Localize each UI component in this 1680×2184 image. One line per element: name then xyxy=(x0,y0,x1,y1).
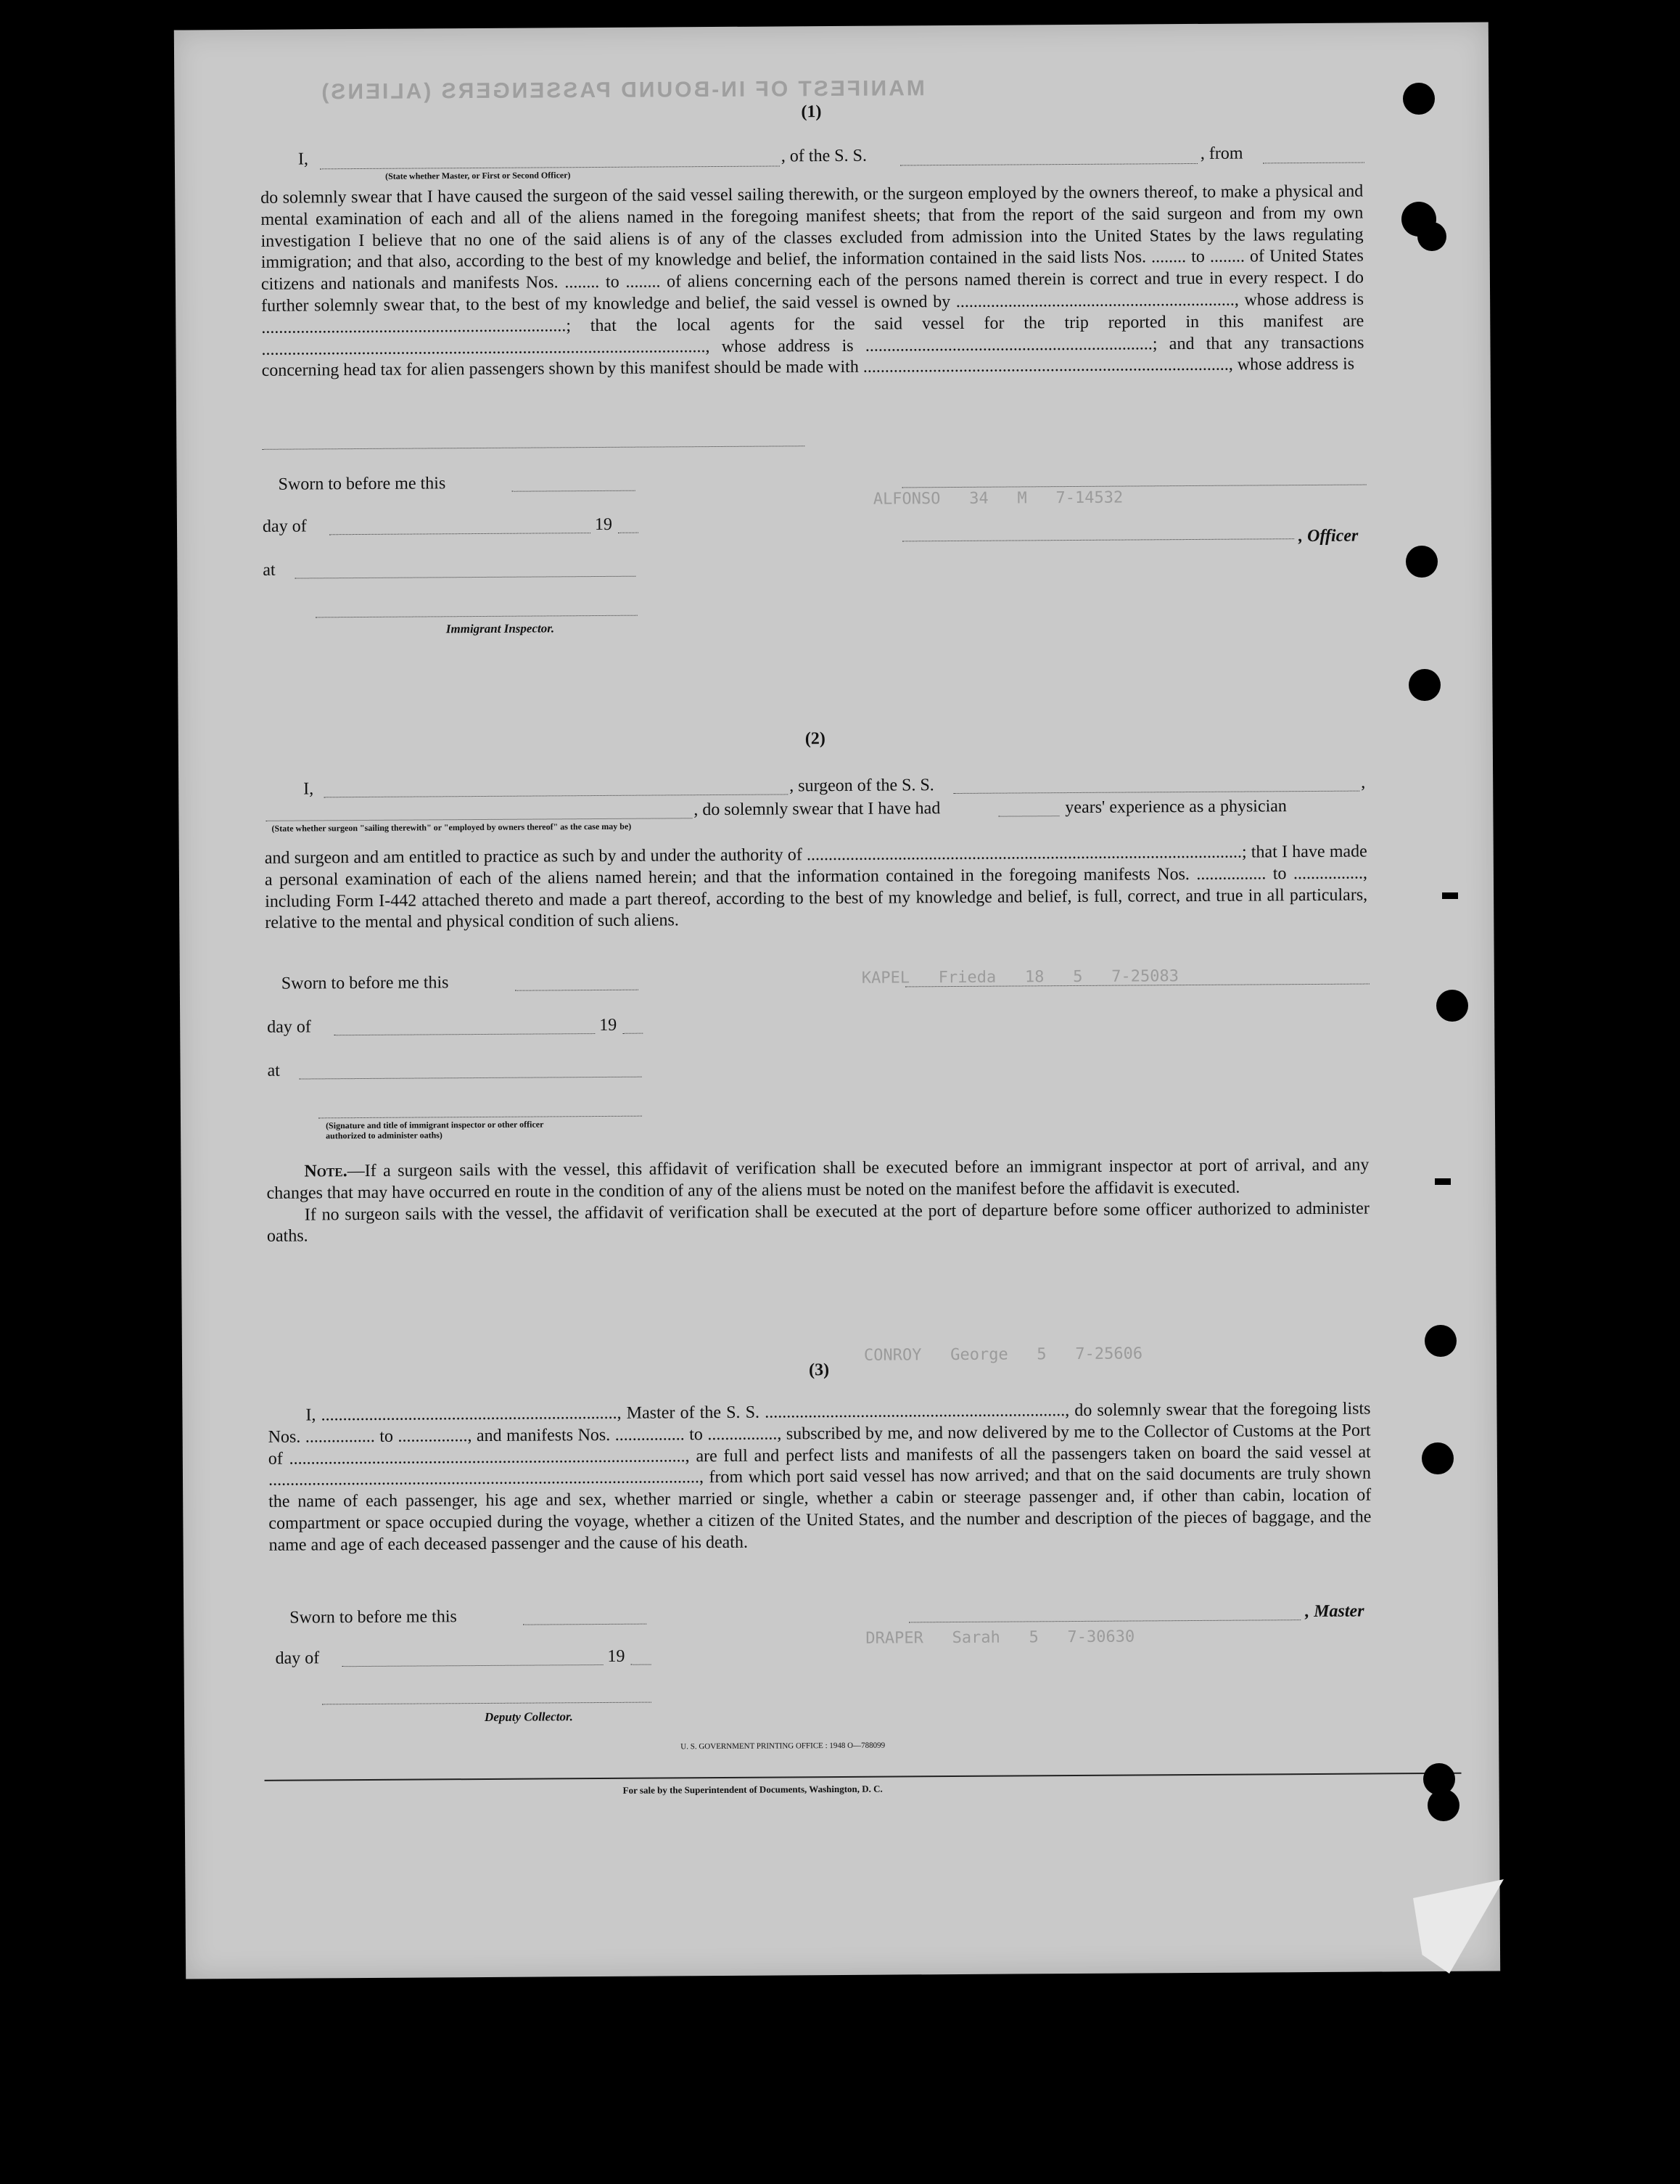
s3-year-label: 19 xyxy=(607,1646,625,1666)
s3-collector-label: Deputy Collector. xyxy=(484,1709,573,1724)
punch-hole xyxy=(1436,990,1468,1022)
s1-officer-label: , Officer xyxy=(1298,526,1359,546)
s1-sworn-label: Sworn to before me this xyxy=(278,474,446,494)
s1-inspector-label: Immigrant Inspector. xyxy=(445,621,555,636)
header-bleed-through: MANIFEST OF IN-BOUND PASSENGERS (ALIENS) xyxy=(319,76,925,104)
s2-surgeon-of-label: , surgeon of the S. S. xyxy=(789,776,934,796)
s2-swear-label: , do solemnly swear that I have had xyxy=(693,799,941,820)
bleed-text: DRAPER Sarah 5 7-30630 xyxy=(865,1627,1135,1648)
bleed-text: CONROY George 5 7-25606 xyxy=(863,1345,1143,1365)
s2-ship-line[interactable] xyxy=(953,791,1359,794)
s3-sworn-label: Sworn to before me this xyxy=(289,1607,457,1627)
punch-hole xyxy=(1403,83,1435,115)
punch-hole xyxy=(1428,1789,1459,1821)
punch-hole xyxy=(1409,669,1441,701)
section-1-paragraph: do solemnly swear that I have caused the surgeon of the said vessel sailing therewith, or the surgeon employed by the owners thereof, to make a physical and mental examination of each and all of the aliens named in the foregoing manifest sheets; that from the report of the said surgeon and from my own investigation I believe that no one of the said aliens is of any of the classes excluded from admission into the United States by the laws regulating immigration; and that also, according to the best of my knowledge and belief, the information contained in the said lists Nos. ........ to ........ of United States citizens and nationals and manifests Nos. ........ to ........ of aliens concerning each of the persons named therein is correct and true in every respect. I do further solemnly swear that, to the best of my knowledge and belief, the said vessel is owned by ................................................................, whose address is ......................................................................; that the local agents for the said vessel for the trip reported in this manifest are ......................................................................................................, whose address is ..................................................................; and that any transactions concerning head tax for alien passengers shown by this manifest should be made with ...................................................................................., whose address is xyxy=(260,181,1364,381)
section-3-number: (3) xyxy=(809,1360,830,1380)
section-2-paragraph: and surgeon and am entitled to practice as such by and under the authority of ....................................................................................................; that I have made a personal examination of each of the aliens named herein; and that the information contained in the foregoing manifests Nos. ................ to ................, including Form I-442 attached thereto and made a part thereof, according to the best of my knowledge and belief, is full, correct, and true in all particulars, relative to the mental and physical condition of such aliens. xyxy=(264,842,1368,933)
s3-master-label: , Master xyxy=(1305,1601,1364,1622)
edge-mark xyxy=(1435,1178,1451,1185)
note-1-head: Note. xyxy=(304,1162,347,1181)
s1-i-label: I, xyxy=(297,149,308,169)
s3-day-line[interactable] xyxy=(342,1664,604,1667)
gpo-imprint: U. S. GOVERNMENT PRINTING OFFICE : 1948 O—788099 xyxy=(680,1741,886,1752)
footer-rule xyxy=(265,1773,1462,1781)
section-3-body xyxy=(268,1399,1371,1557)
s2-at-label: at xyxy=(267,1061,280,1080)
s2-year-label: 19 xyxy=(599,1015,617,1035)
s1-day-label: day of xyxy=(262,517,307,536)
s2-day-label: day of xyxy=(267,1017,311,1037)
s2-surgeon-note: (State whether surgeon "sailing therewith" or "employed by owners thereof" as the case may be) xyxy=(271,821,632,834)
footer-text: For sale by the Superintendent of Documents, Washington, D. C. xyxy=(622,1783,883,1796)
section-2-body xyxy=(265,842,1368,935)
s1-year-label: 19 xyxy=(594,514,613,535)
punch-hole xyxy=(1425,1325,1457,1357)
s1-from-label: , from xyxy=(1200,144,1243,163)
section-1-number: (1) xyxy=(801,102,822,122)
edge-mark xyxy=(1442,892,1458,899)
s1-master-name-line[interactable] xyxy=(320,165,780,169)
s1-of-ss-label: , of the S. S. xyxy=(781,146,867,166)
s2-i-label: I, xyxy=(303,779,314,799)
s1-at-label: at xyxy=(263,560,276,580)
punch-hole xyxy=(1406,546,1438,578)
s3-day-label: day of xyxy=(275,1649,320,1668)
s1-officer-sig-line-2[interactable] xyxy=(902,538,1294,541)
section-2-number: (2) xyxy=(804,729,825,749)
section-1-body xyxy=(260,181,1364,382)
s1-sworn-date-line[interactable] xyxy=(512,490,635,492)
s2-inspector-sig-line[interactable] xyxy=(318,1116,642,1119)
punch-hole xyxy=(1417,222,1446,251)
section-3 xyxy=(268,1357,1370,1380)
s2-sworn-label: Sworn to before me this xyxy=(281,973,449,993)
s2-surgeon-name-line[interactable] xyxy=(324,794,788,797)
s1-day-line[interactable] xyxy=(329,533,590,535)
s2-sworn-date-line[interactable] xyxy=(515,990,638,991)
section-2 xyxy=(264,726,1367,749)
punch-hole xyxy=(1422,1442,1454,1474)
s2-at-line[interactable] xyxy=(300,1077,642,1080)
s3-sworn-date-line[interactable] xyxy=(523,1624,646,1625)
s2-comma: , xyxy=(1361,773,1366,792)
bleed-text: KAPEL Frieda 18 5 7-25083 xyxy=(861,967,1179,988)
s1-master-note: (State whether Master, or First or Second Officer) xyxy=(385,170,571,181)
bleed-text: ALFONSO 34 M 7-14532 xyxy=(873,488,1124,509)
s1-at-line[interactable] xyxy=(295,576,635,579)
s2-year-line[interactable] xyxy=(622,1033,643,1034)
note-2: If no surgeon sails with the vessel, the affidavit of verification shall be executed at the port of departure before some officer authorized to administer oaths. xyxy=(266,1199,1370,1247)
s1-inspector-sig-line[interactable] xyxy=(316,615,638,618)
note-1 xyxy=(266,1155,1369,1205)
note-1-text: —If a surgeon sails with the vessel, this affidavit of verification shall be executed before an immigrant inspector at port of arrival, and any changes that may have occurred en route in the condition of any of the aliens must be noted on the manifest before the affidavit is executed. xyxy=(266,1155,1370,1203)
s1-ship-name-line[interactable] xyxy=(900,163,1198,166)
s1-officer-sig-line-1[interactable] xyxy=(902,485,1367,488)
s2-years-line[interactable] xyxy=(998,816,1059,817)
s3-master-sig-line[interactable] xyxy=(909,1619,1301,1622)
manifest-page xyxy=(174,22,1500,1979)
s2-day-line[interactable] xyxy=(334,1033,595,1035)
s3-collector-sig-line[interactable] xyxy=(322,1702,651,1705)
s2-years-label: years' experience as a physician xyxy=(1065,797,1287,818)
s3-year-line[interactable] xyxy=(631,1664,651,1665)
s1-from-line[interactable] xyxy=(1263,163,1364,164)
section-2-notes xyxy=(266,1155,1370,1248)
s2-sig-note: (Signature and title of immigrant inspector or other officer authorized to administer oaths) xyxy=(325,1119,544,1141)
section-3-paragraph: I, ...................................................................., Master of the S. S. ....................................................................., do solemnly swear that the foregoing lists Nos. ................ to ................, and manifests Nos. ................ to ................, subscribed by me, and now delivered by me to the Collector of Customs at the Port of ..........................................................................................., are full and perfect lists and manifests of all the passengers taken on board the said vessel at ..................................................................................................., from which port said vessel has now arrived; and that on the said documents are truly shown the name of each passenger, his age and sex, whether married or single, whether a cabin or steerage passenger and, if other than cabin, location of compartment or space occupied during the voyage, whether a citizen of the United States, and the number and description of the pieces of baggage, and the name and age of each deceased passenger and the cause of his death. xyxy=(268,1399,1372,1555)
s1-address-line[interactable] xyxy=(262,446,804,450)
